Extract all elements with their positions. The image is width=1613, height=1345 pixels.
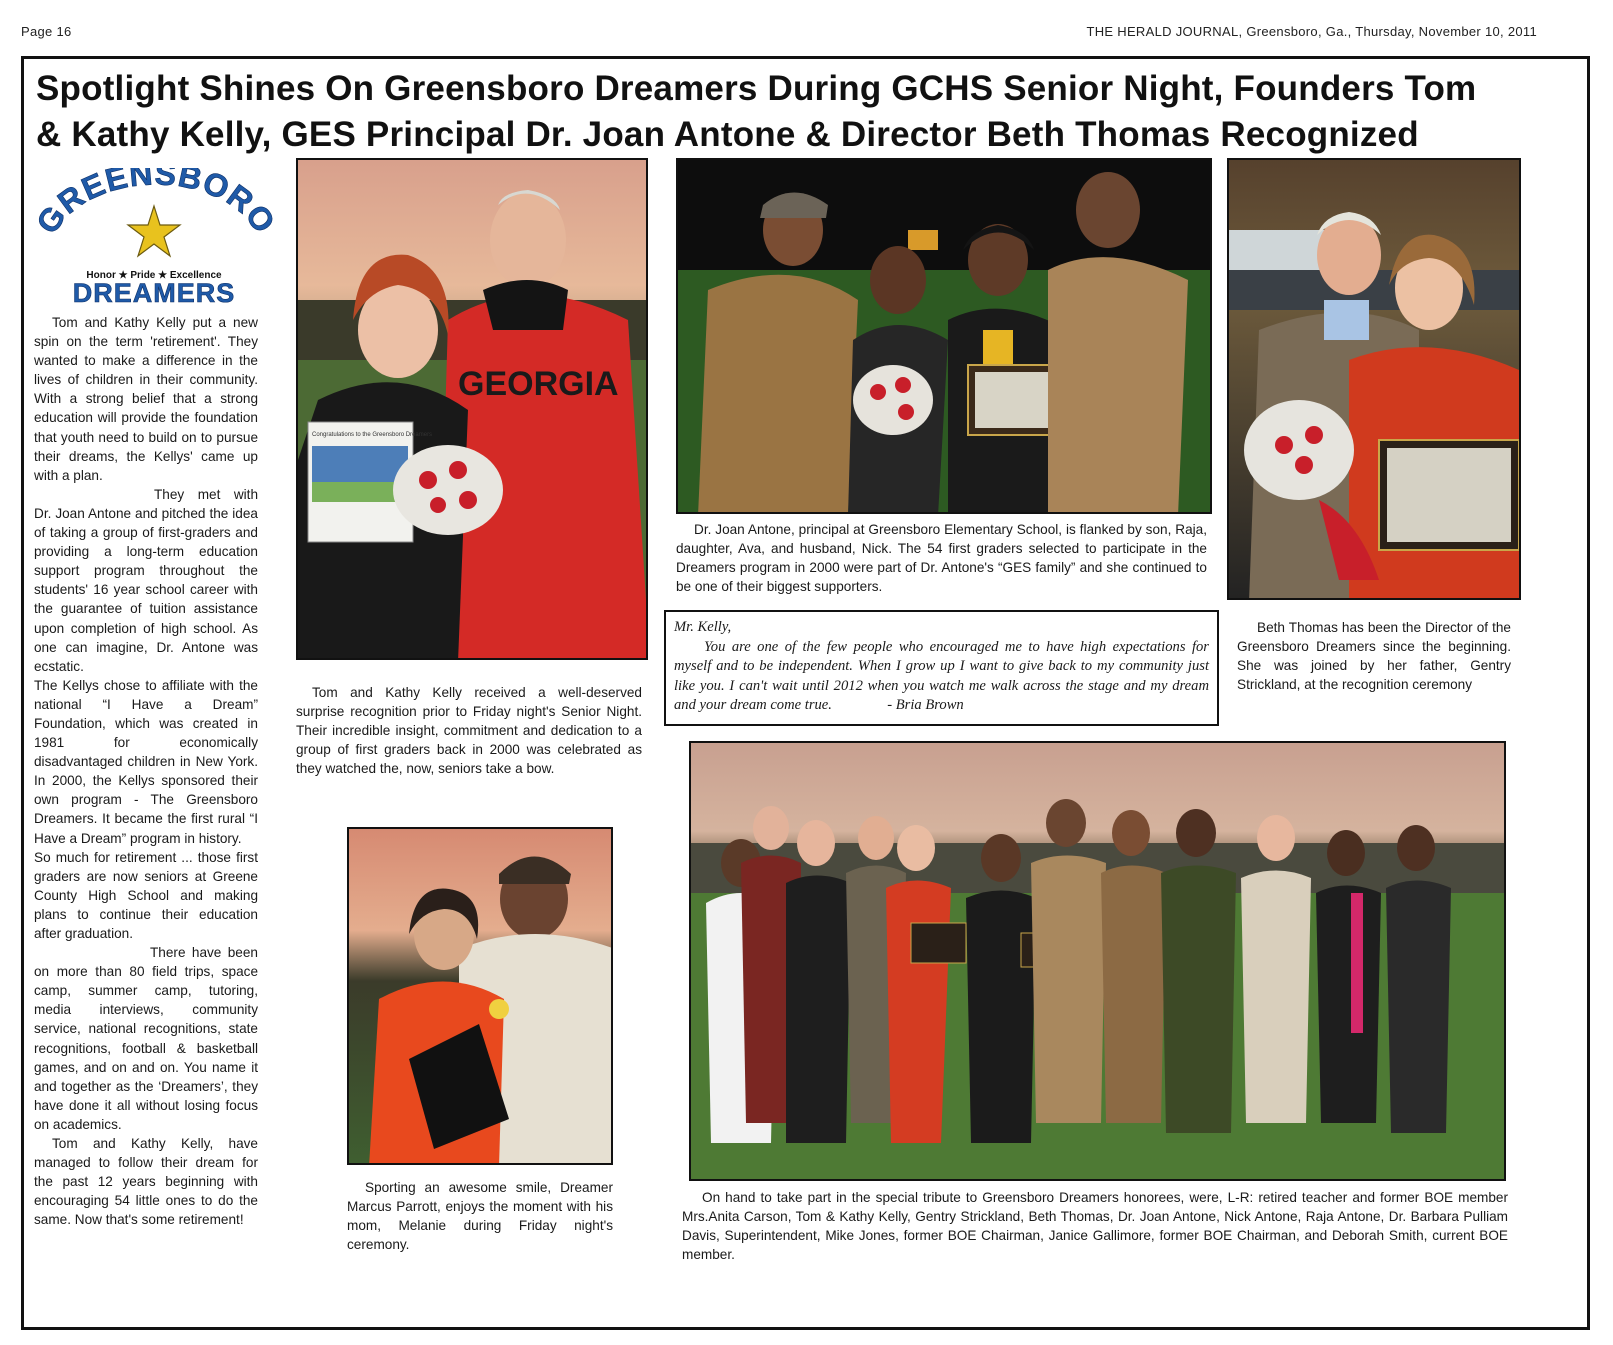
letter-body: You are one of the few people who encouraged me to have high expectations for myself and to be independent. When I grow up I want to give back to my community just like you. I can't wait until 2012 when you watch me walk across the stage and my dream and your dream come true. bbox=[674, 638, 1209, 714]
logo-tagline: Honor ★ Pride ★ Excellence bbox=[86, 270, 222, 281]
caption-parrott bbox=[347, 1178, 613, 1254]
headline-line-1: Spotlight Shines On Greensboro Dreamers During GCHS Senior Night, Founders Tom bbox=[36, 69, 1477, 108]
photo-beth-thomas bbox=[1227, 158, 1521, 600]
article-paragraph-5: There have been on more than 80 field trips, space camp, summer camp, tutoring, media interviews, community service, national recognitions, state recognitions, football & basketball games, and on and on. You name it and together as the ‘Dreamers’, they have done it all without losing focus on academics. bbox=[34, 945, 258, 1132]
article-paragraph-1: Tom and Kathy Kelly put a new spin on the term 'retirement'. They wanted to make a difference in the lives of children in their community. With a strong belief that a strong education will provide the foundation that youth need to build on to pursue their dreams, the Kellys' came up with a plan. bbox=[34, 315, 258, 483]
logo-word: DREAMERS bbox=[72, 278, 236, 308]
headline bbox=[36, 66, 1576, 158]
letter-signature: - Bria Brown bbox=[887, 697, 964, 714]
photo-kelly-shirt-text: GEORGIA bbox=[458, 365, 619, 403]
caption-antone-text: Dr. Joan Antone, principal at Greensboro Elementary School, is flanked by son, Raja, daughter, Ava, and husband, Nick. The 54 first graders selected to participate in the Dreamers program in 2000 were part of Dr. Antone's “GES family” and she continued to be one of their biggest supporters. bbox=[676, 522, 1207, 594]
article-paragraph-2: They met with Dr. Joan Antone and pitched the idea of taking a group of first-graders and providing a long-term education support program throughout the students' 16 year school career with the guarantee of tuition assistance upon completion of high school. As one can imagine, Dr. Antone was ecstatic. bbox=[34, 486, 258, 674]
caption-kelly bbox=[296, 683, 642, 778]
masthead: THE HERALD JOURNAL, Greensboro, Ga., Thursday, November 10, 2011 bbox=[1086, 24, 1537, 39]
star-icon bbox=[128, 206, 180, 256]
photo-parrott-image bbox=[349, 829, 613, 1165]
photo-thomas-image bbox=[1229, 160, 1521, 600]
caption-group-text: On hand to take part in the special tribute to Greensboro Dreamers honorees, were, L-R: retired teacher and former BOE member Mrs.Anita Carson, Tom & Kathy Kelly, Gentry Strickland, Beth Thomas, Dr. Joan Antone, Nick Antone, Raja Antone, Dr. Barbara Pulliam Davis, Superintendent, Mike Jones, former BOE Chairman, Janice Gallimore, former BOE Chairman, and Deborah Smith, current BOE member. bbox=[682, 1190, 1508, 1262]
headline-line-2: & Kathy Kelly, GES Principal Dr. Joan Antone & Director Beth Thomas Recognized bbox=[36, 115, 1419, 154]
photo-kelly-image bbox=[298, 160, 648, 660]
caption-kelly-text: Tom and Kathy Kelly received a well-deserved surprise recognition prior to Friday night's Senior Night. Their incredible insight, commitment and dedication to a group of first graders back in 2000 was celebrated as they watched the, now, seniors take a bow. bbox=[296, 685, 642, 776]
photo-tom-kathy-kelly bbox=[296, 158, 648, 660]
greensboro-dreamers-logo bbox=[34, 168, 274, 308]
caption-antone bbox=[676, 520, 1207, 596]
photo-group-honorees bbox=[689, 741, 1506, 1181]
photo-kelly-program-text: Congratulations to the Greensboro Dreamers bbox=[312, 432, 433, 438]
article-paragraph-4: So much for retirement ... those first graders are now seniors at Greene County High School and making plans to continue their education after graduation. bbox=[34, 849, 258, 941]
photo-antone-family bbox=[676, 158, 1212, 514]
caption-thomas bbox=[1237, 618, 1511, 694]
letter-quote-box bbox=[664, 610, 1219, 726]
logo-arc-text: REENSBOR bbox=[50, 168, 262, 221]
page-number: Page 16 bbox=[21, 24, 72, 39]
article-paragraph-3: The Kellys chose to affiliate with the national “I Have a Dream” Foundation, which was created in 1981 for economically disadvantaged children in New York. In 2000, the Kellys sponsored their own program - The Greensboro Dreamers. It became the first rural “I Have a Dream” program in history. bbox=[34, 677, 258, 846]
article-body bbox=[34, 313, 258, 1230]
caption-parrott-text: Sporting an awesome smile, Dreamer Marcus Parrott, enjoys the moment with his mom, Melanie during Friday night's ceremony. bbox=[347, 1180, 613, 1252]
logo-graphic bbox=[34, 168, 274, 308]
photo-group-image bbox=[691, 743, 1506, 1181]
article-paragraph-6: Tom and Kathy Kelly, have managed to follow their dream for the past 12 years beginning with encouraging 54 little ones to do the same. Now that's some retirement! bbox=[34, 1136, 258, 1228]
caption-group bbox=[682, 1188, 1508, 1264]
photo-antone-image bbox=[678, 160, 1212, 514]
photo-marcus-parrott bbox=[347, 827, 613, 1165]
caption-thomas-text: Beth Thomas has been the Director of the Greensboro Dreamers since the beginning. She was joined by her father, Gentry Strickland, at the recognition ceremony bbox=[1237, 620, 1511, 692]
letter-salutation: Mr. Kelly, bbox=[674, 619, 732, 635]
